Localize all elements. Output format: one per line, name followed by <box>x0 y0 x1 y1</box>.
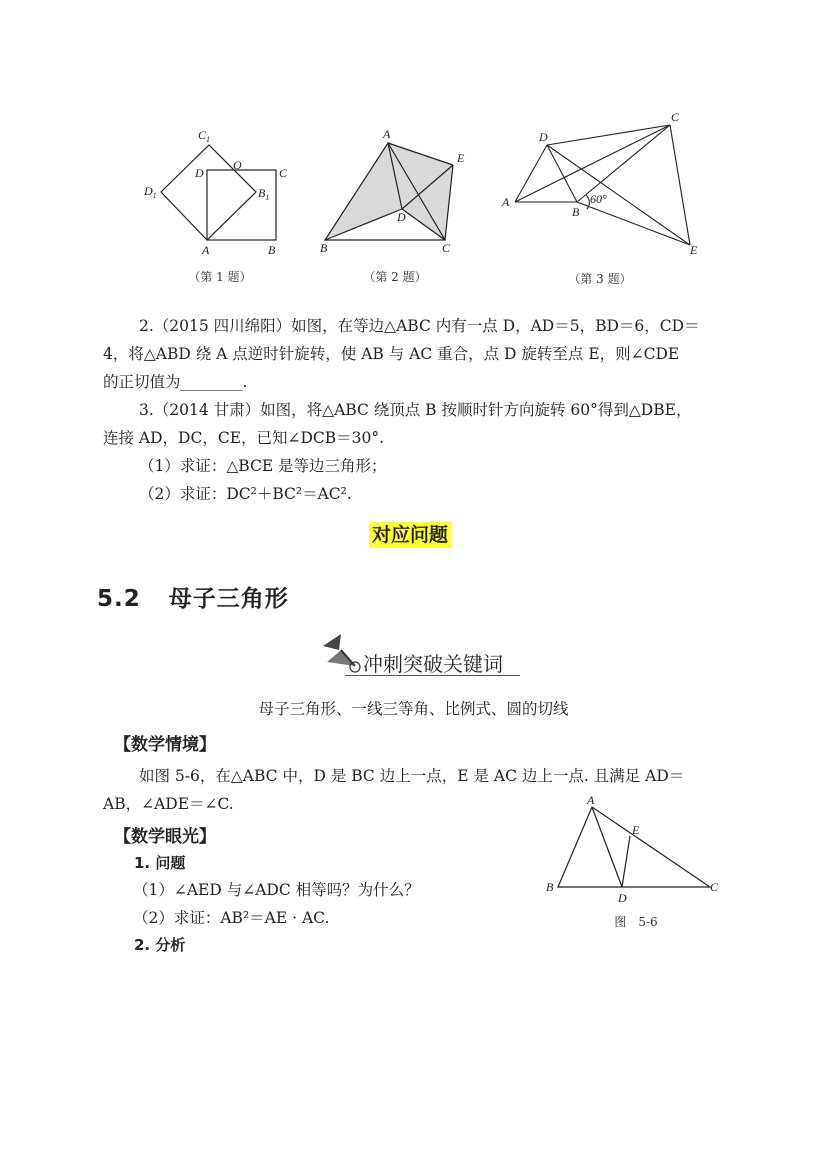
figure-1-diagram <box>140 125 300 260</box>
label-d: D <box>195 166 204 180</box>
situation-heading: 【数学情境】 <box>114 735 216 755</box>
dart-icon <box>315 628 365 678</box>
figure-5-6 <box>540 795 730 930</box>
question-1: （1）∠AED 与∠ADC 相等吗？为什么？ <box>133 881 420 899</box>
figure-1 <box>140 125 300 285</box>
problem-3-item-1: （1）求证：△BCE 是等边三角形； <box>139 457 387 475</box>
square-ab1c1d1 <box>161 145 256 240</box>
figure-2-caption: （第 2 题） <box>363 270 427 284</box>
label-c: C <box>671 110 680 124</box>
triangle-abc <box>558 807 710 887</box>
label-d: D <box>618 891 627 905</box>
problem-3-item-2: （2）求证：DC²＋BC²＝AC². <box>139 485 352 503</box>
problem-2-line-3: 的正切值为________. <box>103 373 248 391</box>
label-b: B <box>320 241 328 255</box>
shaded-triangle-abd <box>325 143 402 240</box>
problem-3-line-2: 连接 AD，DC，CE，已知∠DCB＝30°. <box>103 429 385 447</box>
label-c: C <box>710 880 719 894</box>
figure-5-6-caption: 图 5-6 <box>614 915 658 929</box>
analysis-heading: 2. 分析 <box>134 936 186 954</box>
banner-underline <box>345 675 520 676</box>
figure-3-diagram <box>495 105 710 260</box>
related-problem-wrap <box>369 520 451 547</box>
figure-5-6-diagram <box>540 795 730 905</box>
label-a: A <box>202 243 210 257</box>
figure-3-caption: （第 3 题） <box>568 272 632 286</box>
section-heading <box>97 580 289 613</box>
situation-line-2: AB，∠ADE＝∠C. <box>103 795 234 813</box>
label-b1: $B_1$ <box>258 186 270 202</box>
problem-2-line-1: 2.（2015 四川绵阳）如图，在等边△ABC 内有一点 D，AD＝5，BD＝6，CD＝ <box>139 317 700 335</box>
label-a: A <box>587 795 595 807</box>
label-c1: $C_1$ <box>198 128 211 144</box>
question-heading: 1. 问题 <box>134 854 186 872</box>
label-d1: $D_1$ <box>144 184 157 200</box>
question-2: （2）求证：AB²＝AE · AC. <box>133 909 330 927</box>
label-a: A <box>502 195 510 209</box>
problem-3-line-1: 3.（2014 甘肃）如图，将△ABC 绕顶点 B 按顺时针方向旋转 60°得到△DBE， <box>139 401 692 419</box>
label-b: B <box>268 243 276 257</box>
label-o: O <box>233 158 242 172</box>
keywords-header: 冲刺突破关键词 <box>363 652 503 676</box>
label-b: B <box>572 205 580 219</box>
figure-2 <box>315 125 475 285</box>
label-e: E <box>457 151 465 165</box>
section-number: 5.2 <box>97 586 141 612</box>
label-c: C <box>279 166 288 180</box>
section-title: 母子三角形 <box>168 586 289 612</box>
label-e: E <box>632 823 640 837</box>
label-a: A <box>383 127 391 141</box>
label-d: D <box>539 130 548 144</box>
figure-1-caption: （第 1 题） <box>188 270 252 284</box>
problem-2-line-2: 4，将△ABD 绕 A 点逆时针旋转，使 AB 与 AC 重合，点 D 旋转至点 E，则∠CDE <box>103 345 680 363</box>
keywords-list: 母子三角形、一线三等角、比例式、圆的切线 <box>258 700 569 718</box>
vision-heading: 【数学眼光】 <box>114 827 216 847</box>
label-e: E <box>690 243 698 257</box>
related-problem-button[interactable]: 对应问题 <box>369 522 451 548</box>
figure-3 <box>495 105 710 287</box>
label-c: C <box>442 241 451 255</box>
situation-line-1: 如图 5-6，在△ABC 中，D 是 BC 边上一点，E 是 AC 边上一点. 且满足 AD＝ <box>139 767 685 785</box>
label-b: B <box>546 880 554 894</box>
keywords-banner <box>315 628 520 676</box>
label-angle-60: 60° <box>590 192 607 206</box>
label-d: D <box>397 210 406 224</box>
figure-2-diagram <box>315 125 475 260</box>
